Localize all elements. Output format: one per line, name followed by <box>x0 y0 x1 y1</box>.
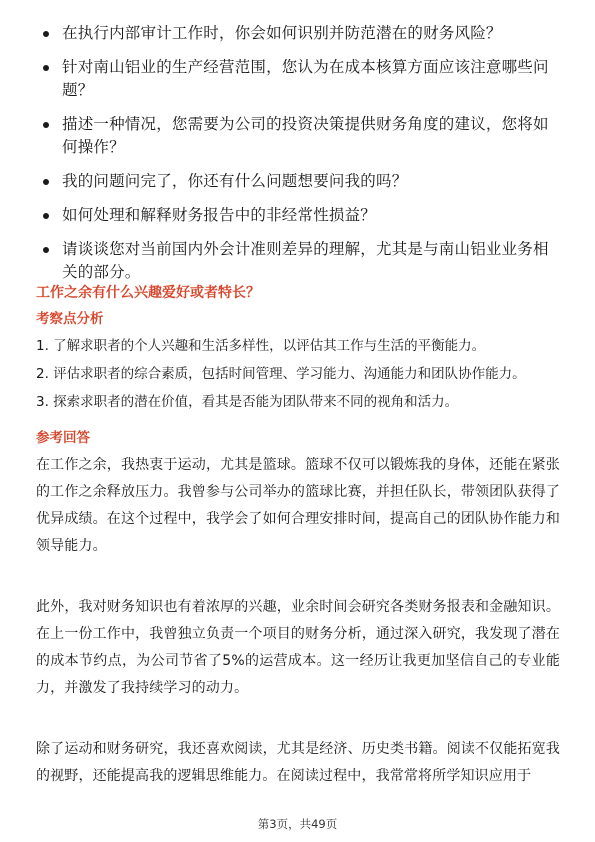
bullet-icon <box>43 31 49 37</box>
question-text: 我的问题问完了，你还有什么问题想要问我的吗？ <box>62 172 408 190</box>
question-item <box>40 113 560 159</box>
answer-paragraph: 此外，我对财务知识也有着浓厚的兴趣，业余时间会研究各类财务报表和金融知识。在上一份工作中，我曾独立负责一个项目的财务分析，通过深入研究，我发现了潜在的成本节约点，为公司节省了5%的运营成本。这一经历让我更加坚信自己的专业能力，并激发了我持续学习的动力。 <box>36 599 560 696</box>
bullet-icon <box>43 179 49 185</box>
page-number: 第3页，共49页 <box>257 817 338 831</box>
analysis-point: 2. 评估求职者的综合素质，包括时间管理、学习能力、沟通能力和团队协作能力。 <box>36 366 526 382</box>
answer-paragraph: 除了运动和财务研究，我还喜欢阅读，尤其是经济、历史类书籍。阅读不仅能拓宽我的视野，还能提高我的逻辑思维能力。在阅读过程中，我常常将所学知识应用于 <box>36 741 560 784</box>
analysis-title: 考察点分析 <box>36 311 104 327</box>
question-text: 针对南山铝业的生产经营范围，您认为在成本核算方面应该注意哪些问题？ <box>62 58 549 99</box>
section-title: 工作之余有什么兴趣爱好或者特长？ <box>36 285 260 301</box>
bullet-icon <box>43 213 49 219</box>
bullet-icon <box>43 122 49 128</box>
answer-title: 参考回答 <box>36 430 90 446</box>
question-text: 如何处理和解释财务报告中的非经常性损益？ <box>62 206 377 224</box>
answer-paragraph: 在工作之余，我热衷于运动，尤其是篮球。篮球不仅可以锻炼我的身体，还能在紧张的工作之余释放压力。我曾参与公司举办的篮球比赛，并担任队长，带领团队获得了优异成绩。在这个过程中，我学会了如何合理安排时间，提高自己的团队协作能力和领导能力。 <box>36 457 560 554</box>
question-text: 描述一种情况，您需要为公司的投资决策提供财务角度的建议，您将如何操作？ <box>62 115 549 156</box>
question-text: 请谈谈您对当前国内外会计准则差异的理解，尤其是与南山铝业业务相关的部分。 <box>62 240 549 281</box>
bullet-icon <box>43 247 49 253</box>
analysis-point: 1. 了解求职者的个人兴趣和生活多样性，以评估其工作与生活的平衡能力。 <box>36 338 486 354</box>
question-item <box>40 56 560 102</box>
analysis-point: 3. 探索求职者的潜在价值，看其是否能为团队带来不同的视角和活力。 <box>36 394 459 410</box>
question-list <box>40 22 560 295</box>
question-item <box>40 22 560 45</box>
question-item <box>40 204 560 227</box>
question-text: 在执行内部审计工作时，你会如何识别并防范潜在的财务风险？ <box>62 24 502 42</box>
question-item <box>40 238 560 284</box>
bullet-icon <box>43 65 49 71</box>
analysis-points <box>36 336 561 420</box>
question-item <box>40 170 560 193</box>
